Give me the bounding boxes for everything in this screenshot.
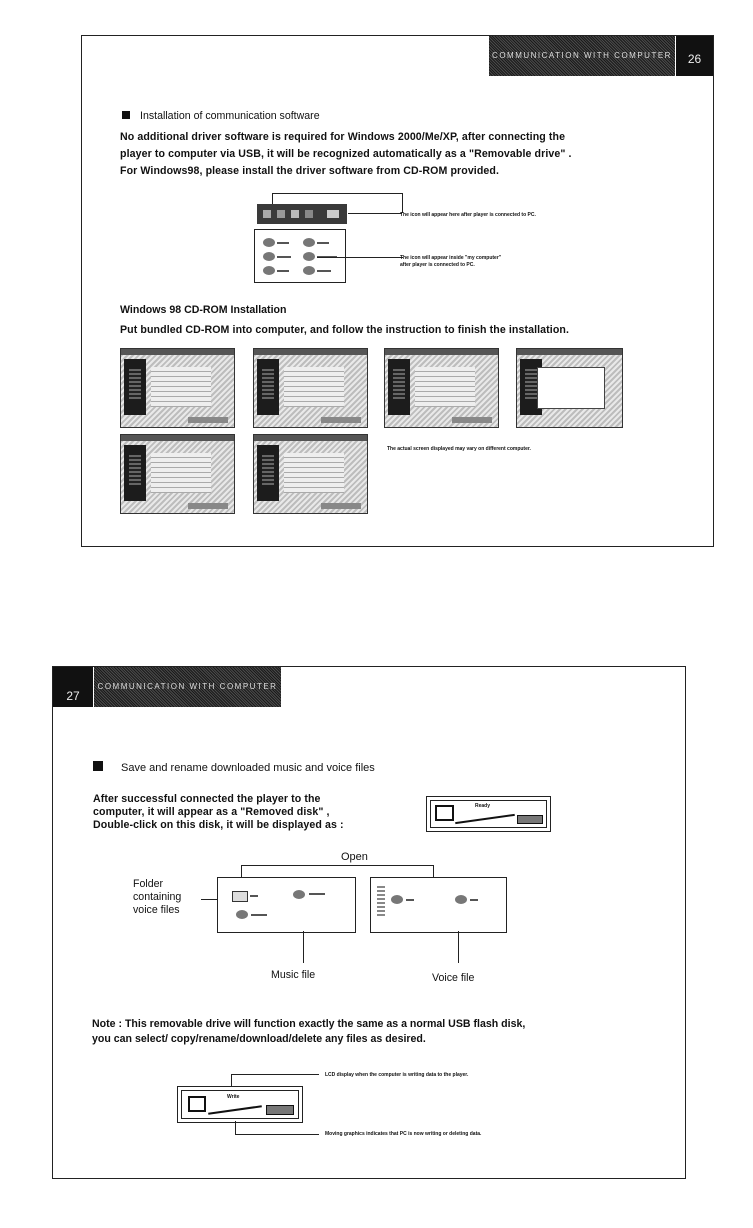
bullet-square-icon xyxy=(93,761,103,771)
header-bar: COMMUNICATION WITH COMPUTER xyxy=(489,36,675,76)
section-heading xyxy=(122,110,320,122)
player-icon xyxy=(517,815,543,824)
taskbar-note: The icon will appear here after player is connected to PC. xyxy=(400,212,536,218)
lcd-note: LCD display when the computer is writing data to the player. xyxy=(325,1072,469,1078)
cable-line xyxy=(455,814,515,824)
install-screenshot-1 xyxy=(120,348,235,428)
intro-line-1: No additional driver software is required for Windows 2000/Me/XP, after connecting the xyxy=(120,131,566,143)
manual-page-26 xyxy=(81,35,714,547)
folder-label-2: containing xyxy=(133,891,182,903)
my-computer-window xyxy=(254,229,346,283)
music-file-label: Music file xyxy=(271,969,316,981)
drive-icon xyxy=(263,266,275,275)
intro-line-2: computer, it will appear as a "Removed disk" , xyxy=(93,806,330,818)
voice-file-icon xyxy=(391,895,403,904)
section-title: Save and rename downloaded music and voice files xyxy=(121,762,375,774)
voice-file-label: Voice file xyxy=(432,972,475,984)
drive-icon xyxy=(303,238,315,247)
section-title: Installation of communication software xyxy=(140,110,320,122)
mycomputer-note-1: The icon will appear inside "my computer" xyxy=(400,255,502,261)
install-screenshot-4 xyxy=(516,348,623,428)
install-screenshot-2 xyxy=(253,348,368,428)
screen-note: The actual screen displayed may vary on different computer. xyxy=(387,446,531,452)
install-screenshot-3 xyxy=(384,348,499,428)
write-display-illustration xyxy=(177,1086,303,1123)
write-label: Write xyxy=(227,1094,240,1100)
file-icon xyxy=(455,895,467,904)
open-label: Open xyxy=(341,851,368,863)
tray-icon xyxy=(277,210,285,218)
monitor-icon xyxy=(188,1096,206,1112)
folder-label-3: voice files xyxy=(133,904,180,916)
removable-drive-icon xyxy=(303,252,315,261)
removable-drive-icon xyxy=(327,210,339,218)
header-bar: COMMUNICATION WITH COMPUTER xyxy=(94,667,281,707)
install-screenshot-6 xyxy=(253,434,368,514)
moving-graphics-note: Moving graphics indicates that PC is now writing or deleting data. xyxy=(325,1131,482,1137)
file-icon xyxy=(236,910,248,919)
page-number: 27 xyxy=(53,667,93,707)
intro-line-1: After successful connected the player to the xyxy=(93,793,321,805)
cable-line xyxy=(208,1105,262,1114)
mycomputer-note-2: after player is connected to PC. xyxy=(400,262,475,268)
voice-folder-window xyxy=(370,877,507,933)
drive-icon xyxy=(263,238,275,247)
manual-page-27 xyxy=(52,666,686,1179)
monitor-icon xyxy=(435,805,454,821)
music-file-icon xyxy=(293,890,305,899)
folder-icon xyxy=(232,891,248,902)
note-line-1: Note : This removable drive will function exactly the same as a normal USB flash disk, xyxy=(92,1018,526,1030)
intro-line-3: For Windows98, please install the driver software from CD-ROM provided. xyxy=(120,165,500,177)
install-screenshot-5 xyxy=(120,434,235,514)
drive-icon xyxy=(263,252,275,261)
drive-icon xyxy=(303,266,315,275)
ready-label: Ready xyxy=(475,803,491,809)
page-number: 26 xyxy=(676,36,713,76)
folder-label-1: Folder xyxy=(133,878,164,890)
folder-tree-icon xyxy=(377,886,385,916)
bullet-square-icon xyxy=(122,111,130,119)
intro-line-3: Double-click on this disk, it will be displayed as : xyxy=(93,819,344,831)
instruction: Put bundled CD-ROM into computer, and follow the instruction to finish the installation. xyxy=(120,324,570,336)
tray-icon xyxy=(263,210,271,218)
note-line-2: you can select/ copy/rename/download/delete any files as desired. xyxy=(92,1033,426,1045)
subheading: Windows 98 CD-ROM Installation xyxy=(120,304,287,316)
intro-line-2: player to computer via USB, it will be recognized automatically as a "Removable drive" . xyxy=(120,148,572,160)
ready-display-illustration xyxy=(426,796,551,832)
section-heading xyxy=(93,761,375,774)
player-icon xyxy=(266,1105,294,1115)
tray-icon xyxy=(291,210,299,218)
tray-icon xyxy=(305,210,313,218)
disk-contents-window xyxy=(217,877,356,933)
taskbar-illustration xyxy=(257,204,347,224)
